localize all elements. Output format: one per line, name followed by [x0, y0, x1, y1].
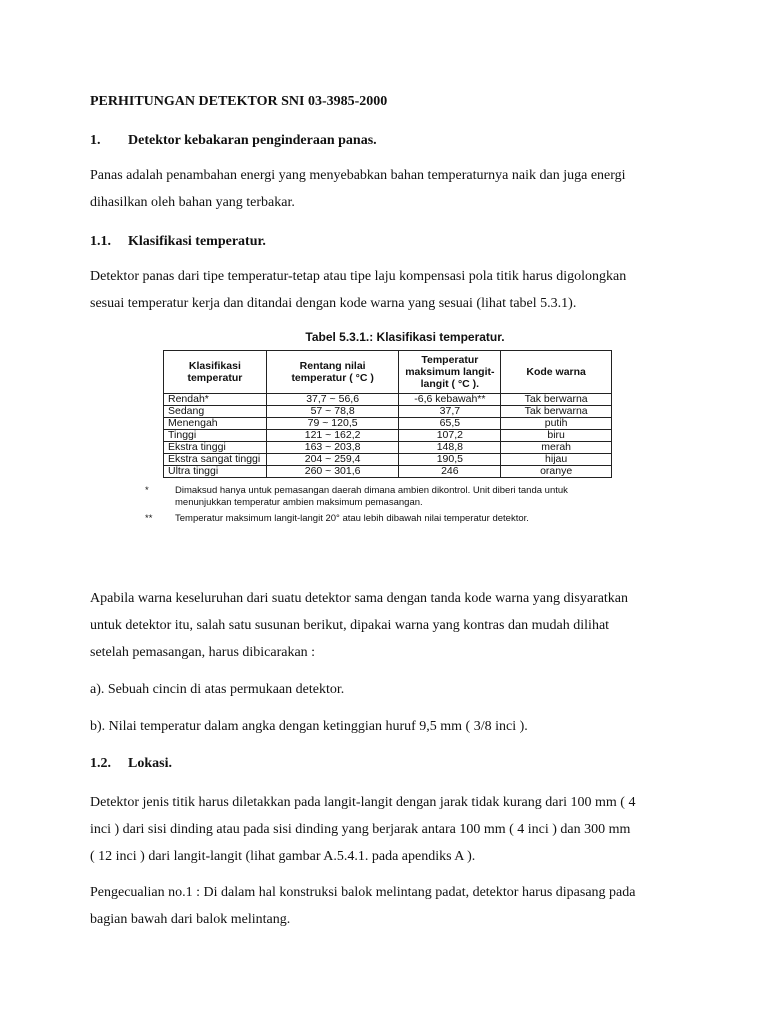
text-line: a). Sebuah cincin di atas permukaan detektor.: [90, 682, 345, 697]
list-item-a: [90, 676, 690, 703]
table-cell: Sedang: [164, 406, 267, 418]
document-title: PERHITUNGAN DETEKTOR SNI 03-3985-2000: [90, 94, 388, 109]
table-cell: 79 ~ 120,5: [266, 418, 399, 430]
text-line: Apabila warna keseluruhan dari suatu detektor sama dengan tanda kode warna yang disyaratkan: [90, 591, 629, 606]
text-line: sesuai temperatur kerja dan ditandai dengan kode warna yang sesuai (lihat tabel 5.3.1).: [90, 296, 577, 311]
paragraph-location: [90, 789, 690, 870]
table-cell: Rendah*: [164, 394, 267, 406]
paragraph-heat-definition: [90, 162, 690, 216]
column-header: Rentang nilai temperatur ( °C ): [266, 351, 399, 394]
section-label: Detektor kebakaran penginderaan panas.: [128, 133, 377, 148]
table-cell: 148,8: [399, 442, 501, 454]
table-cell: merah: [501, 442, 612, 454]
table-cell: 190,5: [399, 454, 501, 466]
table-cell: Tak berwarna: [501, 394, 612, 406]
text-line: ( 12 inci ) dari langit-langit (lihat gambar A.5.4.1. pada apendiks A ).: [90, 849, 476, 864]
paragraph-classification: [90, 263, 690, 317]
text-line: Pengecualian no.1 : Di dalam hal konstruksi balok melintang padat, detektor harus dipasang pada: [90, 885, 636, 900]
paragraph-exception: [90, 879, 690, 933]
text-line: dihasilkan oleh bahan yang terbakar.: [90, 195, 295, 210]
text-line: bagian bawah dari balok melintang.: [90, 912, 291, 927]
table-row: [164, 430, 612, 442]
section-heading-1: [90, 133, 377, 149]
table-row: [164, 454, 612, 466]
footnote-text: Dimaksud hanya untuk pemasangan daerah dimana ambien dikontrol. Unit diberi tanda untuk menunjukkan temperatur ambien maksimum pemasangan.: [175, 485, 568, 508]
footnote-mark: *: [145, 485, 149, 496]
text-line: Detektor panas dari tipe temperatur-tetap atau tipe laju kompensasi pola titik harus digolongkan: [90, 269, 627, 284]
text-line: b). Nilai temperatur dalam angka dengan ketinggian huruf 9,5 mm ( 3/8 inci ).: [90, 719, 528, 734]
table-cell: Ekstra sangat tinggi: [164, 454, 267, 466]
column-header: Temperatur maksimum langit-langit ( °C ).: [399, 351, 501, 394]
table-cell: 246: [399, 466, 501, 478]
text-line: untuk detektor itu, salah satu susunan berikut, dipakai warna yang kontras dan mudah dilihat: [90, 618, 610, 633]
table-caption: Tabel 5.3.1.: Klasifikasi temperatur.: [305, 330, 505, 344]
table-cell: biru: [501, 430, 612, 442]
table-header-row: [164, 351, 612, 394]
table-cell: 163 ~ 203,8: [266, 442, 399, 454]
table-figure: [145, 330, 625, 529]
section-number: 1.1.: [90, 234, 111, 249]
section-heading-1-2: [90, 756, 172, 772]
table-row: [164, 466, 612, 478]
table-cell: 260 ~ 301,6: [266, 466, 399, 478]
table-cell: Menengah: [164, 418, 267, 430]
text-line: inci ) dari sisi dinding atau pada sisi dinding yang berjarak antara 100 mm ( 4 inci ) dan 300 mm: [90, 822, 631, 837]
table-cell: 37,7: [399, 406, 501, 418]
temperature-classification-table: [163, 350, 612, 478]
footnote-text: Temperatur maksimum langit-langit 20° atau lebih dibawah nilai temperatur detektor.: [175, 513, 529, 524]
text-line: setelah pemasangan, harus dibicarakan :: [90, 645, 316, 660]
table-cell: 65,5: [399, 418, 501, 430]
section-label: Lokasi.: [128, 756, 172, 771]
table-cell: Ultra tinggi: [164, 466, 267, 478]
table-cell: Tinggi: [164, 430, 267, 442]
table-cell: -6,6 kebawah**: [399, 394, 501, 406]
table-footnote: [145, 485, 625, 509]
table-row: [164, 406, 612, 418]
list-item-b: [90, 713, 690, 740]
table-cell: 57 ~ 78,8: [266, 406, 399, 418]
paragraph-color-marking: [90, 585, 690, 666]
table-row: [164, 418, 612, 430]
table-cell: 107,2: [399, 430, 501, 442]
table-cell: putih: [501, 418, 612, 430]
table-cell: 204 ~ 259,4: [266, 454, 399, 466]
text-line: Detektor jenis titik harus diletakkan pada langit-langit dengan jarak tidak kurang dari 100 mm ( 4: [90, 795, 636, 810]
table-cell: Tak berwarna: [501, 406, 612, 418]
table-footnote: [145, 513, 625, 525]
section-label: Klasifikasi temperatur.: [128, 234, 266, 249]
section-heading-1-1: [90, 234, 266, 250]
table-notes: [145, 485, 625, 525]
column-header: Kode warna: [501, 351, 612, 394]
footnote-mark: **: [145, 513, 153, 524]
text-line: Panas adalah penambahan energi yang menyebabkan bahan temperaturnya naik dan juga energi: [90, 168, 626, 183]
table-cell: 37,7 ~ 56,6: [266, 394, 399, 406]
table-cell: oranye: [501, 466, 612, 478]
table-cell: Ekstra tinggi: [164, 442, 267, 454]
section-number: 1.2.: [90, 756, 111, 771]
table-row: [164, 394, 612, 406]
table-row: [164, 442, 612, 454]
table-cell: 121 ~ 162,2: [266, 430, 399, 442]
table-cell: hijau: [501, 454, 612, 466]
column-header: Klasifikasi temperatur: [164, 351, 267, 394]
section-number: 1.: [90, 133, 101, 148]
